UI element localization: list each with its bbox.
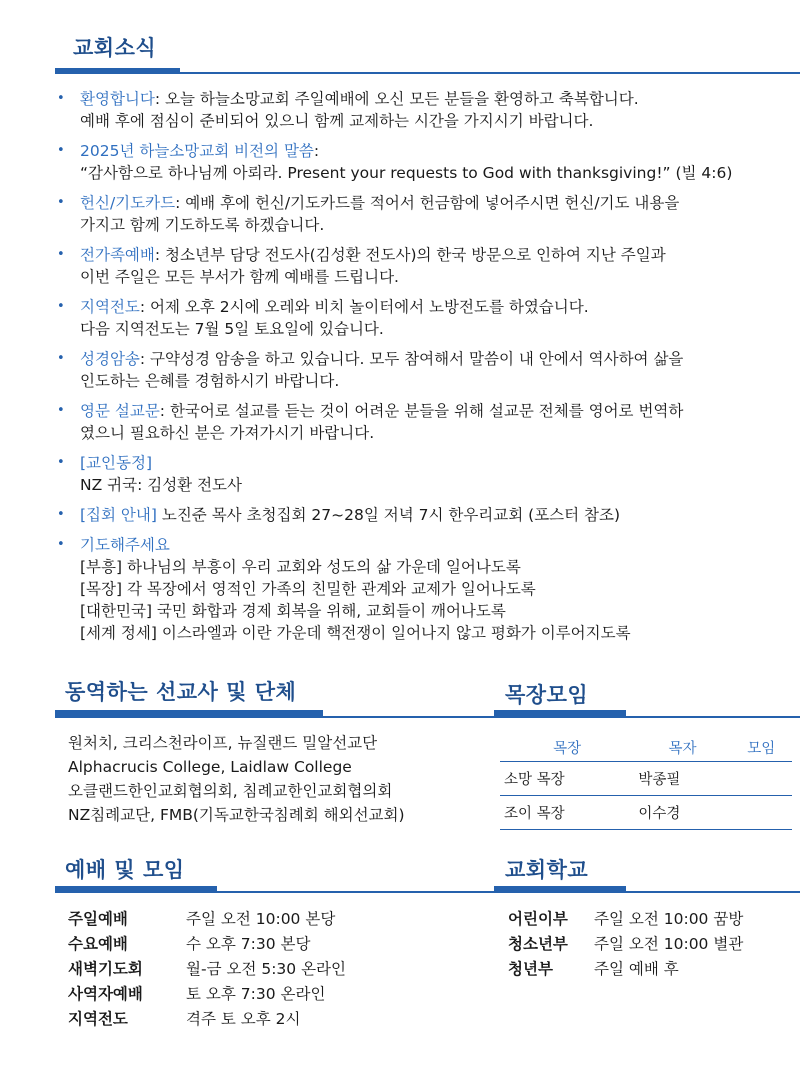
school-schedule [508, 907, 743, 982]
news-item-prayer-card: • 헌신/기도카드: 예배 후에 헌신/기도카드를 적어서 헌금함에 넣어주시면 헌신/기도 내용을 가지고 함께 기도하도록 하겠습니다. [57, 194, 680, 234]
schedule-time: 주일 오전 10:00 별관 [594, 935, 744, 953]
news-item-prayer-requests: • 기도해주세요 [부흥] 하나님의 부흥이 우리 교회와 성도의 삶 가운데 일어나도록 [목장] 각 목장에서 영적인 가족의 친밀한 관계와 교제가 일어나도록 [대한민국] 국민 화합과 경제 회복을 위해, 교회들이 깨어나도록 [세계 정세] 이스라엘과 이란 가운데 핵전쟁이 일어나지 않고 평화가 이루어지도록 [57, 536, 631, 642]
schedule-time: 수 오후 7:30 본당 [186, 935, 311, 953]
worship-title: 예배 및 모임 [65, 858, 185, 882]
school-title-underline [494, 886, 626, 892]
news-divider [55, 72, 800, 74]
schedule-row [508, 907, 743, 932]
worship-schedule [68, 907, 346, 1032]
schedule-name: 주일예배 [68, 910, 128, 928]
mokjang-header-group: 목장 [500, 733, 634, 762]
mokjang-title-underline [494, 710, 626, 716]
mokjang-leader: 이수경 [634, 796, 730, 830]
news-item-welcome: • 환영합니다: 오늘 하늘소망교회 주일예배에 오신 모든 분들을 환영하고 축복합니다. 예배 후에 점심이 준비되어 있으니 함께 교제하는 시간을 가지시기 바랍니다. [57, 90, 639, 130]
table-row [500, 762, 792, 796]
lower-divider [55, 891, 800, 893]
news-item-family-worship: • 전가족예배: 청소년부 담당 전도사(김성환 전도사)의 한국 방문으로 인하여 지난 주일과 이번 주일은 모든 부서가 함께 예배를 드립니다. [57, 246, 666, 286]
mokjang-group: 소망 목장 [500, 762, 634, 796]
missions-line: 원처치, 크리스천라이프, 뉴질랜드 밀알선교단 [68, 734, 378, 752]
schedule-time: 격주 토 오후 2시 [186, 1010, 301, 1028]
schedule-row [68, 982, 346, 1007]
schedule-time: 월-금 오전 5:30 온라인 [186, 960, 346, 978]
schedule-name: 사역자예배 [68, 985, 143, 1003]
school-title: 교회학교 [505, 858, 589, 882]
schedule-row [68, 957, 346, 982]
schedule-row [68, 932, 346, 957]
news-list [55, 88, 795, 652]
mokjang-leader: 박종필 [634, 762, 730, 796]
schedule-name: 청년부 [508, 960, 553, 978]
schedule-row [68, 1007, 346, 1032]
news-item-meeting-info: • [집회 안내] 노진준 목사 초청집회 27~28일 저녁 7시 한우리교회 (포스터 참조) [57, 506, 621, 524]
schedule-row [68, 907, 346, 932]
schedule-name: 수요예배 [68, 935, 128, 953]
mokjang-header-row [500, 733, 792, 762]
news-item-member-news: • [교인동정] NZ 귀국: 김성환 전도사 [57, 454, 243, 494]
schedule-name: 새벽기도회 [68, 960, 143, 978]
missions-title: 동역하는 선교사 및 단체 [65, 680, 297, 704]
mokjang-header-leader: 목자 [634, 733, 730, 762]
mokjang-meeting [731, 762, 792, 796]
schedule-time: 주일 오전 10:00 본당 [186, 910, 336, 928]
mokjang-title: 목장모임 [505, 683, 589, 707]
news-item-local-evangelism: • 지역전도: 어제 오후 2시에 오레와 비치 놀이터에서 노방전도를 하였습니다. 다음 지역전도는 7월 5일 토요일에 있습니다. [57, 298, 589, 338]
mokjang-table [500, 733, 792, 830]
schedule-name: 지역전도 [68, 1010, 128, 1028]
news-item-english-sermon: • 영문 설교문: 한국어로 설교를 듣는 것이 어려운 분들을 위해 설교문 전체를 영어로 번역하 였으니 필요하신 분은 가져가시기 바랍니다. [57, 402, 684, 442]
schedule-name: 청소년부 [508, 935, 568, 953]
missions-line: Alphacrucis College, Laidlaw College [68, 758, 352, 776]
mokjang-header-meeting: 모임 [731, 733, 792, 762]
missions-line: 오클랜드한인교회협의회, 침례교한인교회협의회 [68, 782, 393, 800]
news-item-bible-memory: • 성경암송: 구약성경 암송을 하고 있습니다. 모두 참여해서 말씀이 내 안에서 역사하여 삶을 인도하는 은혜를 경험하시기 바랍니다. [57, 350, 684, 390]
missions-line: NZ침례교단, FMB(기독교한국침례회 해외선교회) [68, 806, 405, 824]
schedule-time: 주일 예배 후 [594, 960, 679, 978]
mokjang-group: 조이 목장 [500, 796, 634, 830]
news-item-vision-verse: • 2025년 하늘소망교회 비전의 말씀: “감사함으로 하나님께 아뢰라. Present your requests to God with thanksgiving!” (빌 4:6) [57, 142, 733, 182]
schedule-row [508, 957, 743, 982]
table-row [500, 796, 792, 830]
schedule-time: 주일 오전 10:00 꿈방 [594, 910, 744, 928]
schedule-row [508, 932, 743, 957]
news-title: 교회소식 [73, 36, 157, 60]
mid-divider [55, 716, 800, 718]
schedule-name: 어린이부 [508, 910, 568, 928]
schedule-time: 토 오후 7:30 온라인 [186, 985, 326, 1003]
missions-list [68, 731, 405, 827]
mokjang-meeting [731, 796, 792, 830]
